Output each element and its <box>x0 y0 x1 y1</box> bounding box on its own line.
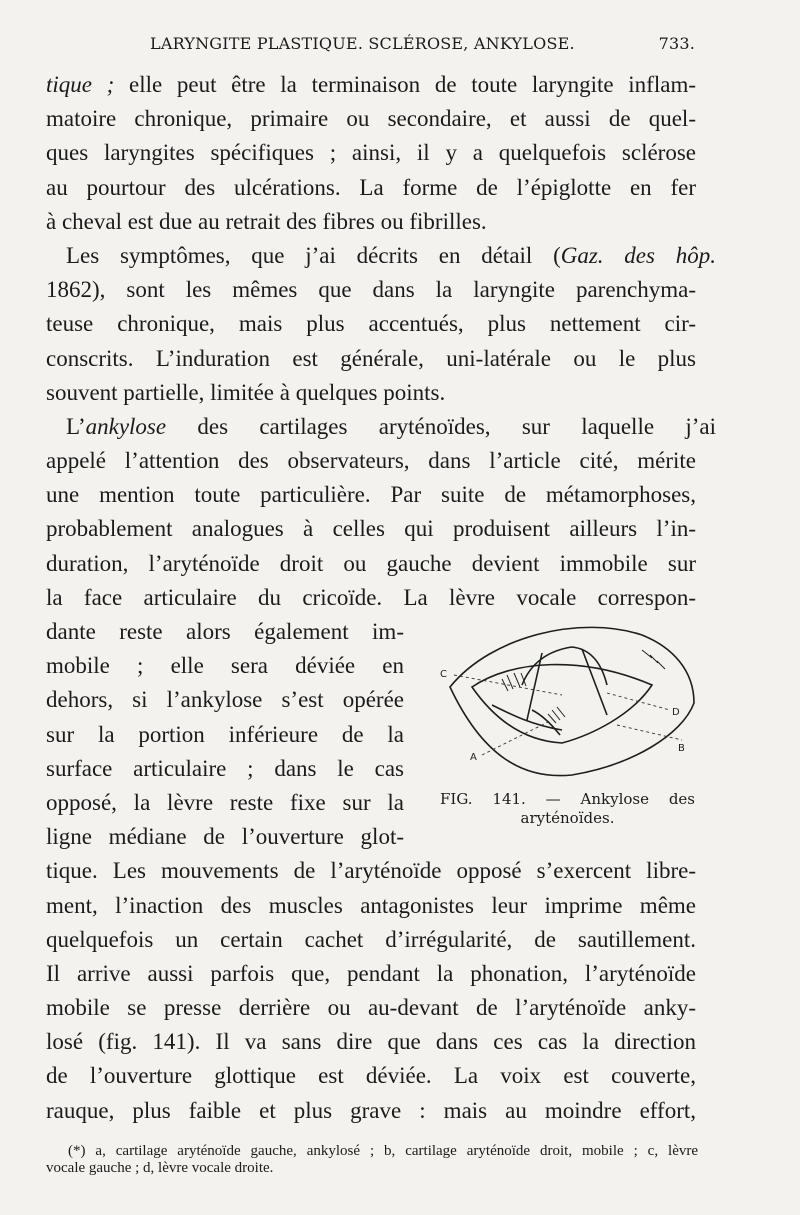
text-span: ment, l’inaction des muscles antagonistes leur imprime même <box>46 892 696 918</box>
text-line <box>46 342 696 376</box>
text-span: elle peut être la terminaison de toute laryngite inflam- <box>114 72 696 97</box>
figure-caption <box>440 790 695 828</box>
text-line <box>46 239 716 273</box>
text-line <box>46 991 696 1025</box>
italic-text: Gaz. des hôp. <box>560 242 716 268</box>
text-span: ligne médiane de l’ouverture glot- <box>46 824 404 850</box>
text-line <box>46 649 404 683</box>
text-span: conscrits. L’induration est générale, uni-latérale ou le plus <box>46 345 696 371</box>
footnote-line-1: (*) a, cartilage aryténoïde gauche, ankylosé ; b, cartilage aryténoïde droit, mobile ; c, lèvre <box>68 1143 698 1159</box>
text-line <box>46 68 696 102</box>
body-text <box>46 68 716 1128</box>
text-line <box>46 752 404 786</box>
text-span: au pourtour des ulcérations. La forme de l’épiglotte en fer <box>46 174 696 200</box>
text-span: L’ <box>66 413 86 439</box>
page-number: 733. <box>658 34 695 53</box>
text-line <box>46 718 404 752</box>
text-span: ques laryngites spécifiques ; ainsi, il y a quelquefois sclérose <box>46 140 696 166</box>
caption-line-2: aryténoïdes. <box>520 809 615 827</box>
text-line <box>46 205 696 239</box>
text-span: rauque, plus faible et plus grave : mais au moindre effort, <box>46 1097 696 1123</box>
text-span: une mention toute particulière. Par suite de métamorphoses, <box>46 482 696 508</box>
text-span: matoire chronique, primaire ou secondaire, et aussi de quel- <box>46 106 696 132</box>
italic-text: ankylose <box>85 413 167 439</box>
text-line <box>46 854 696 888</box>
footnote <box>46 1143 698 1177</box>
text-span: mobile ; elle sera déviée en <box>46 653 404 679</box>
text-line <box>46 683 404 717</box>
text-span: souvent partielle, limitée à quelques points. <box>46 379 446 405</box>
text-span: losé (fig. 141). Il va sans dire que dans ces cas la direction <box>46 1029 696 1055</box>
text-span: la face articulaire du cricoïde. La lèvre vocale correspon- <box>46 584 696 610</box>
text-span: duration, l’aryténoïde droit ou gauche devient immobile sur <box>46 550 696 576</box>
text-span: sur la portion inférieure de la <box>46 721 404 747</box>
text-line <box>46 1094 696 1128</box>
figure-label-d: D <box>672 707 680 718</box>
figure-label-b: B <box>678 743 685 754</box>
text-line <box>46 547 696 581</box>
text-span: appelé l’attention des observateurs, dans l’article cité, mérite <box>46 448 696 474</box>
running-title: LARYNGITE PLASTIQUE. SCLÉROSE, ANKYLOSE. <box>150 34 575 53</box>
figure-ankylosis-diagram <box>432 615 702 790</box>
text-line <box>46 376 696 410</box>
text-line <box>46 786 404 820</box>
text-line <box>46 615 404 649</box>
figure-label-c: C <box>440 669 447 680</box>
text-line <box>46 102 696 136</box>
figure-label-a: A <box>470 752 477 763</box>
text-line <box>46 1059 696 1093</box>
text-line <box>46 1025 696 1059</box>
text-span: dante reste alors également im- <box>46 619 404 644</box>
text-line <box>46 889 696 923</box>
text-span: Les symptômes, que j’ai décrits en détail ( <box>66 242 561 268</box>
text-line <box>46 957 696 991</box>
text-span: probablement analogues à celles qui produisent ailleurs l’in- <box>46 516 696 542</box>
italic-text: tique ; <box>46 72 115 97</box>
text-span: à cheval est due au retrait des fibres ou fibrilles. <box>46 208 487 234</box>
text-span: tique. Les mouvements de l’aryténoïde opposé s’exercent libre- <box>46 858 696 884</box>
text-line <box>46 171 696 205</box>
text-line <box>46 478 696 512</box>
text-line <box>46 581 696 615</box>
text-line <box>46 512 696 546</box>
caption-line-1: FIG. 141. — Ankylose des <box>440 790 695 808</box>
text-line <box>46 273 696 307</box>
text-span: de l’ouverture glottique est déviée. La voix est couverte, <box>46 1063 696 1089</box>
text-line <box>46 923 696 957</box>
text-span: dehors, si l’ankylose s’est opérée <box>46 687 404 713</box>
text-line <box>46 820 404 854</box>
text-span: surface articulaire ; dans le cas <box>46 755 404 781</box>
text-line <box>46 444 696 478</box>
text-span: 1862), sont les mêmes que dans la laryngite parenchyma- <box>46 277 696 303</box>
footnote-line-2: vocale gauche ; d, lèvre vocale droite. <box>46 1160 274 1176</box>
text-span: opposé, la lèvre reste fixe sur la <box>46 789 404 815</box>
text-span: Il arrive aussi parfois que, pendant la phonation, l’aryténoïde <box>46 960 696 986</box>
text-line <box>46 136 696 170</box>
text-span: mobile se presse derrière ou au-devant de l’aryténoïde anky- <box>46 995 696 1021</box>
text-span: quelquefois un certain cachet d’irrégularité, de sautillement. <box>46 926 696 952</box>
text-line <box>46 410 716 444</box>
text-span: des cartilages aryténoïdes, sur laquelle j’ai <box>166 413 716 439</box>
text-span: teuse chronique, mais plus accentués, plus nettement cir- <box>46 311 696 337</box>
text-line <box>46 307 696 341</box>
